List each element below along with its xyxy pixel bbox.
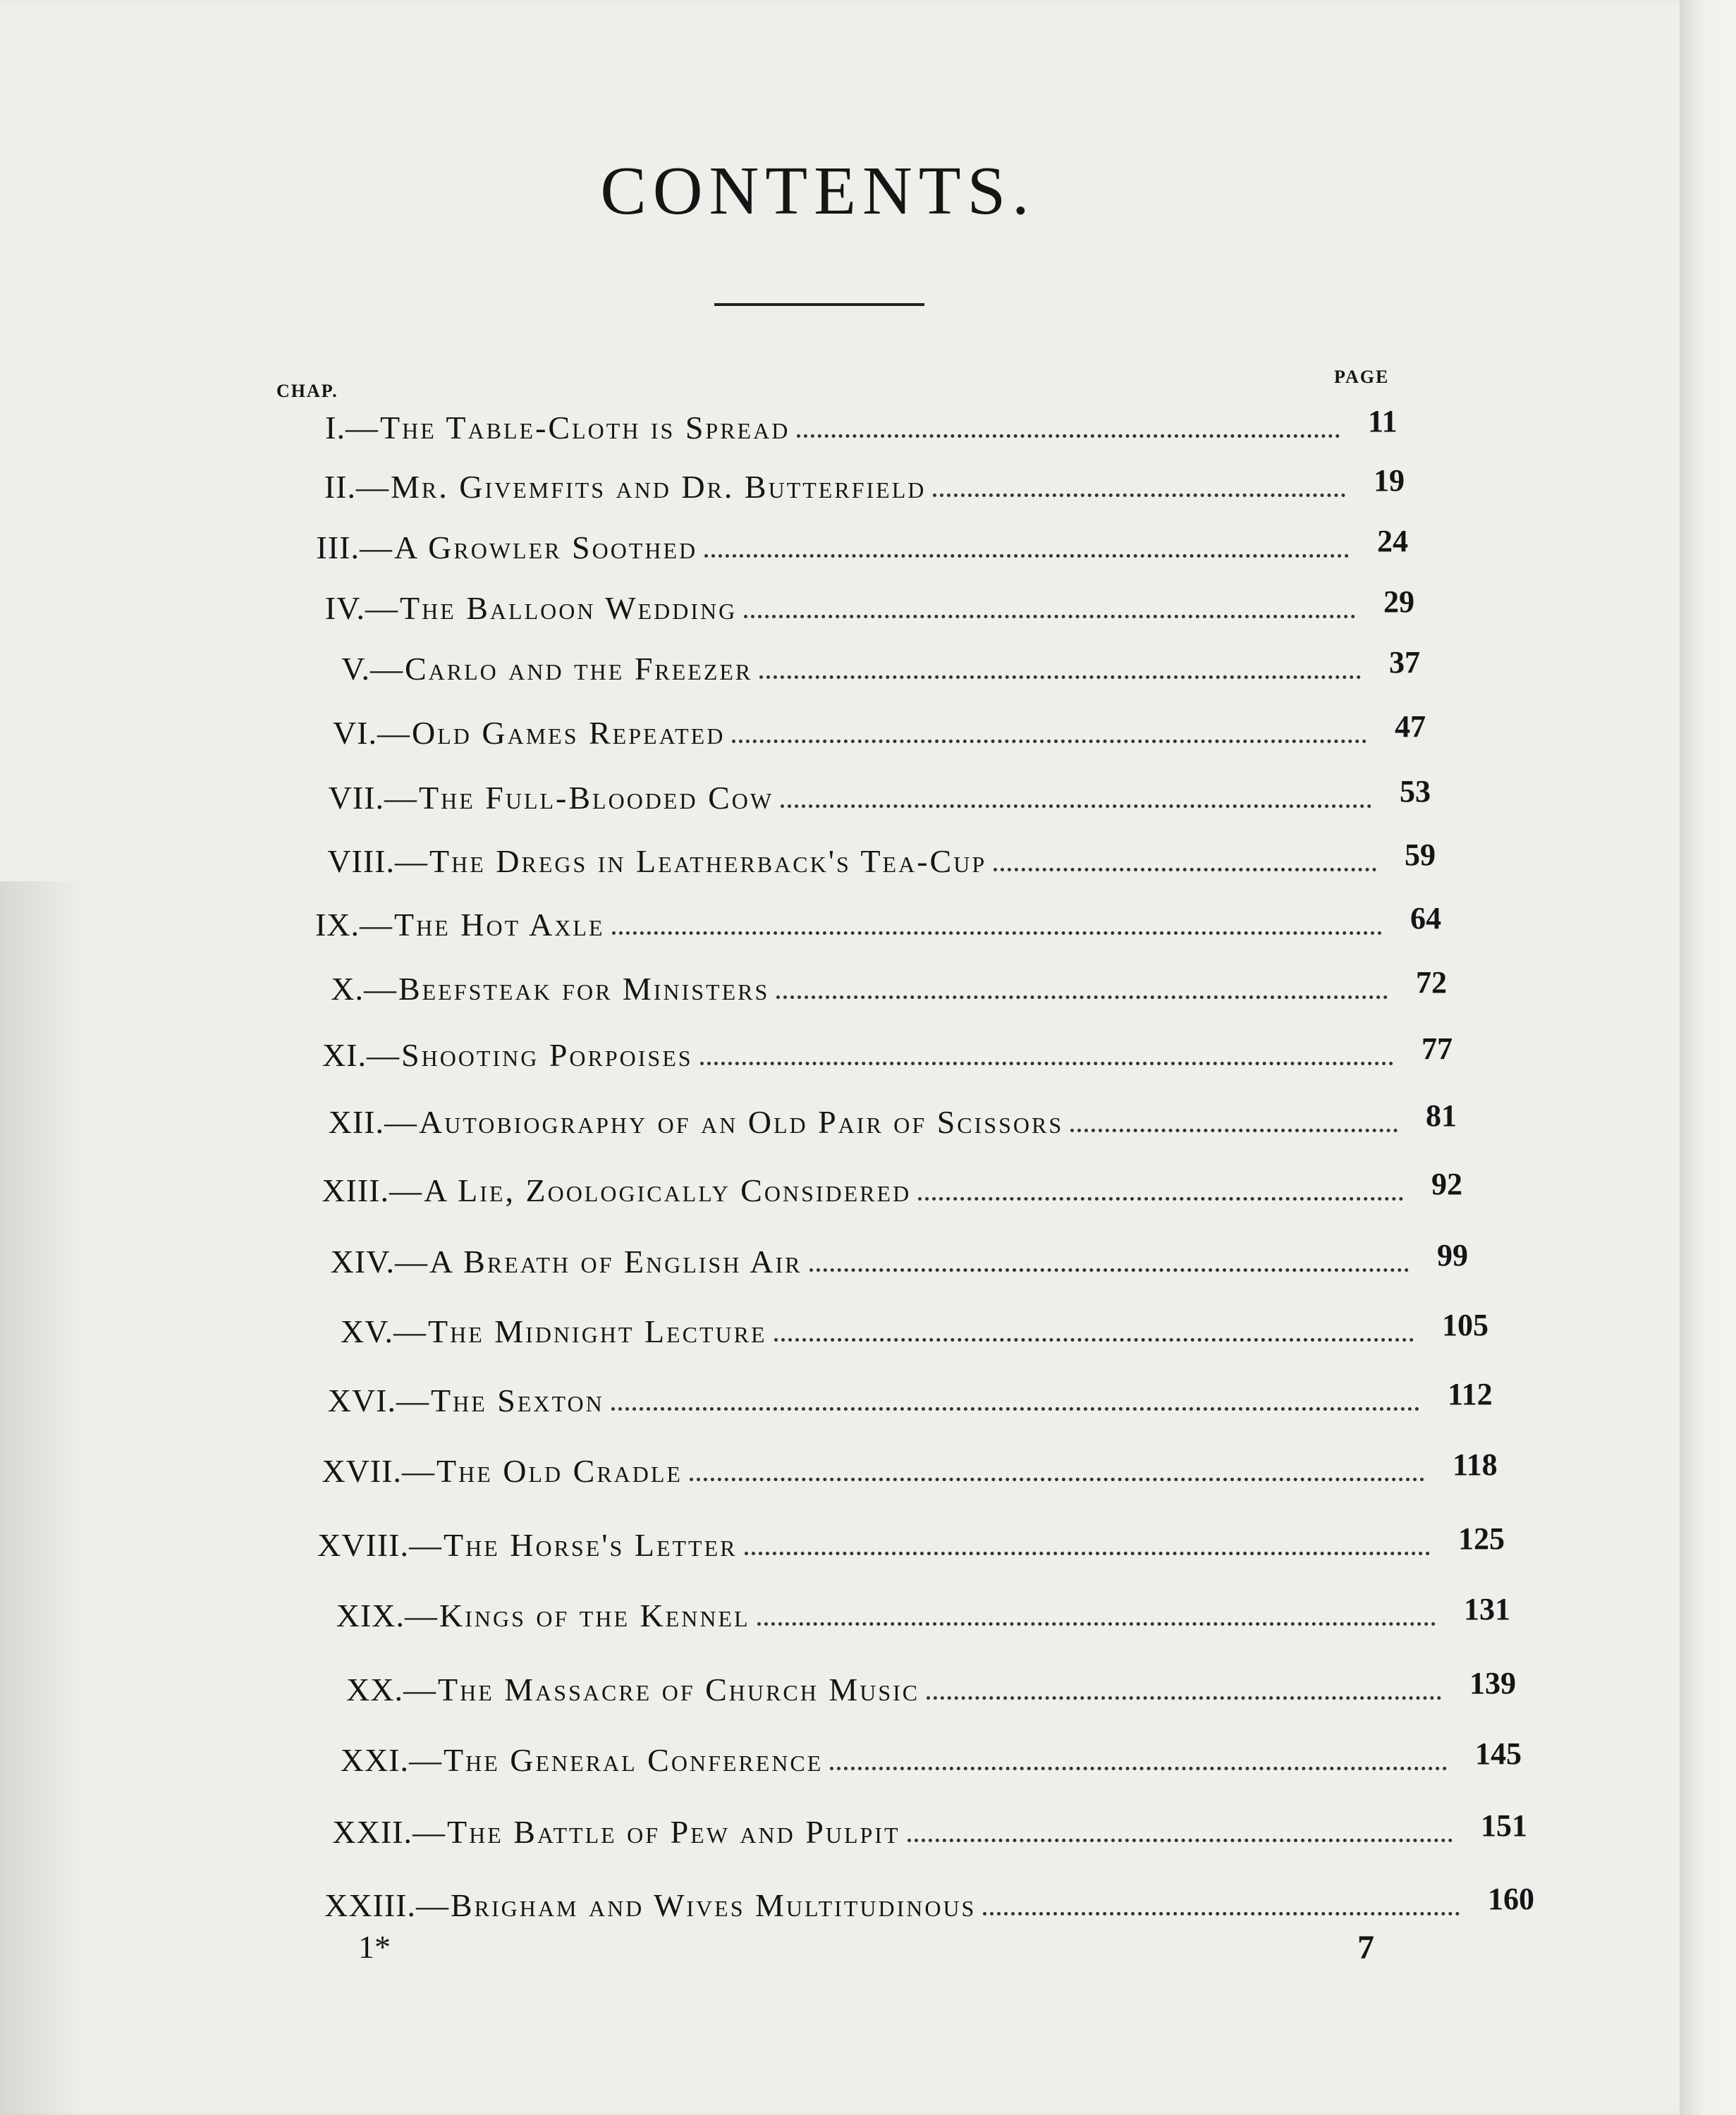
chapter-page-number: 53	[1400, 774, 1431, 809]
toc-entry	[0, 901, 1622, 948]
toc-entry	[0, 1167, 1622, 1214]
toc-entry	[0, 838, 1622, 885]
leader-dots	[774, 1331, 1414, 1342]
leader-dots	[907, 1832, 1453, 1842]
toc-entry	[0, 1736, 1622, 1784]
leader-dots	[776, 988, 1388, 999]
toc-entry	[0, 1666, 1622, 1713]
chapter-page-number: 118	[1453, 1447, 1498, 1482]
leader-dots	[933, 486, 1345, 497]
chapter-number: XXII.	[332, 1814, 412, 1850]
leader-dots	[830, 1760, 1447, 1770]
toc-entry	[0, 709, 1622, 756]
leader-dots	[611, 1400, 1419, 1411]
chapter-number: XI.	[322, 1037, 367, 1073]
toc-entry	[0, 774, 1622, 821]
chapter-title: —The Table-Cloth is Spread	[346, 410, 790, 446]
chapter-page-number: 72	[1416, 965, 1447, 1000]
chapter-title: —The Midnight Lecture	[393, 1313, 767, 1349]
chapter-page-number: 99	[1437, 1238, 1468, 1273]
chapter-number: X.	[331, 971, 364, 1007]
page-number: 7	[1357, 1929, 1374, 1966]
chapter-title: —Kings of the Kennel	[405, 1598, 750, 1633]
chapter-number: VI.	[332, 715, 377, 751]
chapter-column-label: CHAP.	[276, 381, 338, 401]
leader-dots	[732, 732, 1367, 743]
chapter-number: XVI.	[327, 1383, 396, 1418]
leader-dots	[797, 427, 1340, 438]
toc-entry	[0, 1447, 1622, 1495]
leader-dots	[744, 608, 1355, 618]
chapter-page-number: 59	[1405, 838, 1436, 872]
leader-dots	[809, 1261, 1409, 1272]
chapter-title: —The Hot Axle	[360, 907, 605, 943]
leader-dots	[1070, 1122, 1398, 1132]
leader-dots	[983, 1905, 1460, 1915]
chapter-number: VII.	[328, 780, 384, 816]
chapter-number: IX.	[314, 907, 360, 943]
chapter-title: —The Dregs in Leatherback's Tea-Cup	[395, 843, 987, 879]
toc-entry	[0, 1521, 1622, 1569]
heading-rule	[714, 303, 924, 306]
chapter-page-number: 145	[1475, 1736, 1522, 1771]
toc-entry	[0, 1882, 1622, 1929]
chapter-number: II.	[324, 469, 356, 505]
toc-entry	[0, 584, 1622, 632]
chapter-number: XIII.	[322, 1172, 389, 1208]
chapter-number: I.	[325, 410, 346, 446]
toc-entry	[0, 1808, 1622, 1856]
chapter-title: —Shooting Porpoises	[367, 1037, 693, 1073]
chapter-page-number: 19	[1374, 463, 1405, 498]
chapter-title: —The Battle of Pew and Pulpit	[412, 1814, 900, 1850]
chapter-title: —The Balloon Wedding	[365, 590, 738, 626]
chapter-title: —Beefsteak for Ministers	[364, 971, 770, 1007]
chapter-page-number: 139	[1469, 1666, 1516, 1700]
leader-dots	[781, 797, 1371, 808]
chapter-number: XVIII.	[317, 1527, 409, 1563]
chapter-number: XVII.	[322, 1453, 402, 1489]
toc-entry	[0, 1592, 1622, 1639]
toc-entry	[0, 1238, 1622, 1285]
chapter-page-number: 112	[1448, 1377, 1493, 1411]
chapter-page-number: 81	[1426, 1098, 1457, 1133]
chapter-page-number: 92	[1431, 1167, 1462, 1201]
chapter-number: XII.	[328, 1104, 384, 1140]
toc-entry	[0, 463, 1622, 510]
chapter-title: —Autobiography of an Old Pair of Scissors	[384, 1104, 1064, 1140]
toc-entry	[0, 1377, 1622, 1424]
toc-entry	[0, 645, 1622, 692]
chapter-title: —The General Conference	[409, 1742, 824, 1778]
chapter-page-number: 160	[1488, 1882, 1534, 1916]
chapter-title: —A Breath of English Air	[395, 1244, 802, 1280]
chapter-page-number: 11	[1368, 404, 1398, 439]
chapter-page-number: 125	[1458, 1521, 1505, 1556]
chapter-page-number: 24	[1377, 524, 1408, 558]
page-edge	[1680, 0, 1736, 2115]
chapter-page-number: 77	[1422, 1031, 1453, 1066]
chapter-number: XX.	[346, 1672, 403, 1708]
chapter-number: XIV.	[330, 1244, 395, 1280]
chapter-page-number: 64	[1410, 901, 1441, 936]
toc-entry	[0, 524, 1622, 571]
chapter-title: —The Sexton	[396, 1383, 604, 1418]
chapter-title: —The Old Cradle	[402, 1453, 683, 1489]
chapter-page-number: 131	[1464, 1592, 1510, 1626]
chapter-title: —Old Games Repeated	[377, 715, 726, 751]
chapter-title: —A Growler Soothed	[360, 529, 698, 565]
chapter-title: —Brigham and Wives Multitudinous	[416, 1887, 977, 1923]
leader-dots	[704, 547, 1349, 558]
toc-entry	[0, 1098, 1622, 1146]
chapter-title: —The Horse's Letter	[409, 1527, 738, 1563]
toc-entry	[0, 1031, 1622, 1079]
leader-dots	[759, 668, 1361, 679]
chapter-title: —Mr. Givemfits and Dr. Butterfield	[356, 469, 927, 505]
chapter-number: XXI.	[340, 1742, 409, 1778]
leader-dots	[994, 861, 1376, 871]
chapter-page-number: 37	[1389, 645, 1420, 680]
chapter-page-number: 105	[1442, 1308, 1489, 1342]
chapter-number: IV.	[324, 590, 365, 626]
chapter-number: XV.	[340, 1313, 393, 1349]
leader-dots	[700, 1055, 1393, 1065]
leader-dots	[757, 1615, 1436, 1626]
leader-dots	[745, 1545, 1430, 1555]
chapter-title: —The Full-Blooded Cow	[384, 780, 774, 816]
chapter-number: VIII.	[327, 843, 395, 879]
leader-dots	[927, 1689, 1441, 1700]
chapter-number: XXIII.	[324, 1887, 416, 1923]
toc-entry	[0, 965, 1622, 1012]
toc-entry	[0, 1308, 1622, 1355]
chapter-number: III.	[316, 529, 360, 565]
leader-dots	[612, 924, 1382, 935]
toc-entry	[0, 404, 1622, 451]
chapter-title: —A Lie, Zoologically Considered	[389, 1172, 912, 1208]
chapter-page-number: 29	[1383, 584, 1414, 619]
chapter-title: —Carlo and the Freezer	[370, 651, 753, 687]
chapter-title: —The Massacre of Church Music	[403, 1672, 920, 1708]
chapter-number: XIX.	[336, 1598, 405, 1633]
page-column-label: PAGE	[1334, 367, 1390, 387]
signature-mark: 1*	[358, 1929, 391, 1965]
leader-dots	[918, 1190, 1403, 1201]
leader-dots	[690, 1471, 1424, 1481]
chapter-page-number: 47	[1395, 709, 1426, 744]
contents-heading: CONTENTS.	[600, 153, 1036, 229]
chapter-page-number: 151	[1481, 1808, 1527, 1843]
chapter-number: V.	[341, 651, 370, 687]
